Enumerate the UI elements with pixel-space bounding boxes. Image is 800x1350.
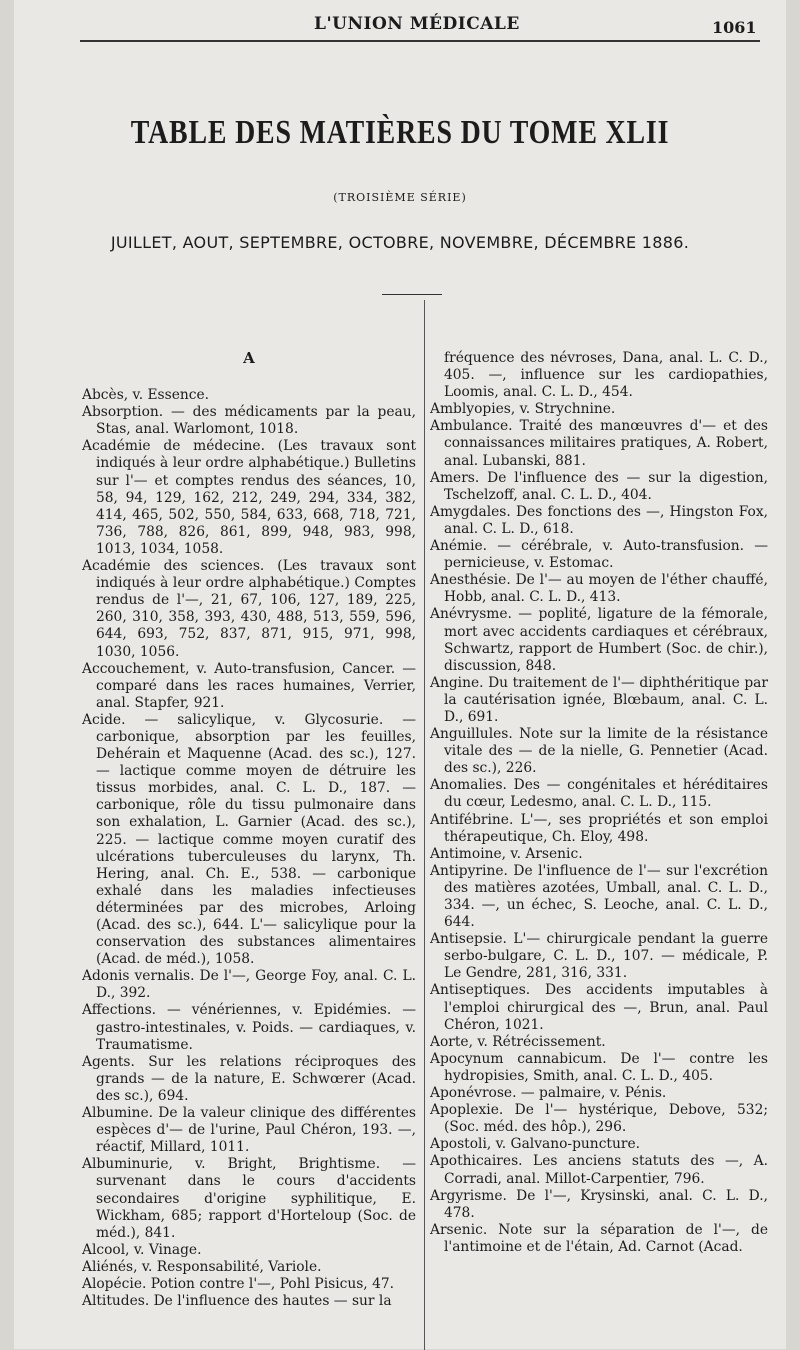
- index-entry: Alcool, v. Vinage.: [82, 1241, 202, 1258]
- index-entry: Apoplexie. De l'— hystérique, Debove, 532; (Soc. méd. des hôp.), 296.: [430, 1102, 768, 1136]
- index-entry: Antifébrine. L'—, ses propriétés et son emploi thérapeutique, Ch. Eloy, 498.: [430, 811, 768, 845]
- index-entry: Aponévrose. — palmaire, v. Pénis.: [430, 1085, 667, 1102]
- right-column: [430, 350, 768, 1256]
- index-entry: Antipyrine. De l'influence de l'— sur l'excrétion des matières azotées, Umball, anal. C. L. D., 334. —, un échec, S. Leoche, anal. C. L. D., 644.: [430, 862, 768, 931]
- index-entry: Aorte, v. Rétrécissement.: [430, 1033, 606, 1050]
- index-entry: Albumine. De la valeur clinique des différentes espèces d'— de l'urine, Paul Chéron, 193. —, réactif, Millard, 1011.: [82, 1105, 416, 1156]
- index-entry: Altitudes. De l'influence des hautes — sur la: [82, 1293, 392, 1310]
- index-entry: Argyrisme. De l'—, Krysinski, anal. C. L. D., 478.: [430, 1187, 768, 1221]
- index-entry: Académie de médecine. (Les travaux sont indiqués à leur ordre alphabétique.) Bulletins sur l'— et comptes rendus des séances, 10, 58, 94, 129, 162, 212, 249, 294, 334, 382, 414, 465, 502, 550, 584, 633, 668, 718, 721, 736, 788, 826, 861, 899, 948, 983, 998, 1013, 1034, 1058.: [82, 438, 416, 557]
- left-column: [82, 350, 416, 1310]
- index-entry: Agents. Sur les relations réciproques des grands — de la nature, E. Schwœrer (Acad. des sc.), 694.: [82, 1053, 416, 1104]
- index-entry: Albuminurie, v. Bright, Brightisme. — survenant dans le cours d'accidents secondaires d'origine syphilitique, E. Wickham, 685; rapport d'Horteloup (Soc. de méd.), 841.: [82, 1156, 416, 1241]
- index-entry: Arsenic. Note sur la séparation de l'—, de l'antimoine et de l'étain, Ad. Carnot (Acad.: [430, 1221, 768, 1255]
- index-entry: Anémie. — cérébrale, v. Auto-transfusion. — pernicieuse, v. Estomac.: [430, 538, 768, 572]
- index-entry: Affections. — vénériennes, v. Epidémies. — gastro-intestinales, v. Poids. — cardiaques, v. Traumatisme.: [82, 1002, 416, 1053]
- section-letter: A: [243, 349, 255, 367]
- index-entry: Ambulance. Traité des manœuvres d'— et des connaissances militaires pratiques, A. Robert, anal. Lubanski, 881.: [430, 418, 768, 469]
- title-rule: [382, 294, 442, 295]
- index-entry: Académie des sciences. (Les travaux sont indiqués à leur ordre alphabétique.) Comptes rendus de l'—, 21, 67, 106, 127, 189, 225, 260, 310, 358, 393, 430, 488, 513, 559, 596, 644, 693, 752, 837, 871, 915, 971, 998, 1030, 1056.: [82, 558, 416, 660]
- journal-page: [14, 0, 786, 1349]
- index-entry: Abcès, v. Essence.: [82, 387, 210, 404]
- index-entry: Absorption. — des médicaments par la peau, Stas, anal. Warlomont, 1018.: [82, 404, 416, 438]
- series-subtitle: (TROISIÈME SÉRIE): [333, 191, 467, 204]
- index-entry: Acide. — salicylique, v. Glycosurie. — carbonique, absorption par les feuilles, Dehérain et Maquenne (Acad. des sc.), 127. — lactique comme moyen de détruire les tissus morbides, anal. C. L. D., 187. — carbonique, rôle du tissu pulmonaire dans son exhalation, L. Garnier (Acad. des sc.), 225. — lactique comme moyen curatif des ulcérations tuberculeuses du larynx, Th. Hering, anal. Ch. E., 538. — carbonique exhalé dans les maladies infectieuses déterminées par des microbes, Arloing (Acad. des sc.), 644. L'— salicylique pour la conservation des substances alimentaires (Acad. de méd.), 1058.: [82, 711, 416, 968]
- page-number: 1061: [712, 18, 757, 37]
- index-entry: Anomalies. Des — congénitales et héréditaires du cœur, Ledesmo, anal. C. L. D., 115.: [430, 777, 768, 811]
- index-entry: Anesthésie. De l'— au moyen de l'éther chauffé, Hobb, anal. C. L. D., 413.: [430, 572, 768, 606]
- index-entry: Antimoine, v. Arsenic.: [430, 845, 583, 862]
- running-title: L'UNION MÉDICALE: [314, 14, 520, 34]
- index-entry-continuation: fréquence des névroses, Dana, anal. L. C. D., 405. —, influence sur les cardiopathies, Loomis, anal. C. L. D., 454.: [444, 350, 768, 401]
- index-entry: Apothicaires. Les anciens statuts des —, A. Corradi, anal. Millot-Carpentier, 796.: [430, 1153, 768, 1187]
- page-title: TABLE DES MATIÈRES DU TOME XLII: [130, 114, 670, 151]
- period-line: JUILLET, AOUT, SEPTEMBRE, OCTOBRE, NOVEMBRE, DÉCEMBRE 1886.: [110, 233, 690, 252]
- index-entry: Apocynum cannabicum. De l'— contre les hydropisies, Smith, anal. C. L. D., 405.: [430, 1050, 768, 1084]
- index-entry: Angine. Du traitement de l'— diphthéritique par la cautérisation ignée, Blœbaum, anal. C. L. D., 691.: [430, 674, 768, 725]
- index-entry: Anévrysme. — poplité, ligature de la fémorale, mort avec accidents cardiaques et cérébraux, Schwartz, rapport de Humbert (Soc. de chir.), discussion, 848.: [430, 606, 768, 674]
- column-divider: [424, 300, 425, 1350]
- index-entry: Amygdales. Des fonctions des —, Hingston Fox, anal. C. L. D., 618.: [430, 503, 768, 537]
- index-entry: Amers. De l'influence des — sur la digestion, Tschelzoff, anal. C. L. D., 404.: [430, 469, 768, 503]
- index-entry: Amblyopies, v. Strychnine.: [430, 401, 616, 418]
- index-entry: Adonis vernalis. De l'—, George Foy, anal. C. L. D., 392.: [82, 968, 416, 1002]
- index-entry: Apostoli, v. Galvano-puncture.: [430, 1136, 640, 1153]
- index-entry: Antisepsie. L'— chirurgicale pendant la guerre serbo-bulgare, C. L. D., 107. — médicale, P. Le Gendre, 281, 316, 331.: [430, 931, 768, 982]
- index-entry: Alopécie. Potion contre l'—, Pohl Pisicus, 47.: [82, 1275, 395, 1292]
- index-entry: Antiseptiques. Des accidents imputables à l'emploi chirurgical des —, Brun, anal. Paul Chéron, 1021.: [430, 982, 768, 1033]
- running-head: [14, 12, 786, 36]
- index-entry: Accouchement, v. Auto-transfusion, Cancer. — comparé dans les races humaines, Verrier, anal. Stapfer, 921.: [82, 660, 416, 711]
- header-rule: [80, 40, 760, 42]
- index-entry: Aliénés, v. Responsabilité, Variole.: [82, 1258, 322, 1275]
- index-entry: Anguillules. Note sur la limite de la résistance vitale des — de la nielle, G. Pennetier (Acad. des sc.), 226.: [430, 726, 768, 777]
